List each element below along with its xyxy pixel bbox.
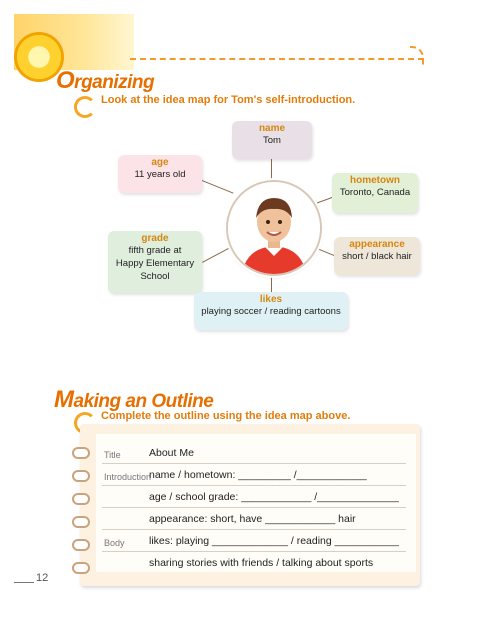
outline-line-likes: likes: playing _____________ / reading ___________	[149, 535, 399, 547]
map-connector	[271, 274, 272, 294]
outline-label-title: Title	[104, 450, 121, 460]
map-connector	[202, 180, 234, 194]
title-capital: M	[54, 386, 74, 413]
outline-rule	[102, 485, 406, 486]
outline-label-body: Body	[104, 538, 125, 548]
map-node-name	[232, 121, 312, 159]
outline-line-sharing: sharing stories with friends / talking about sports	[149, 557, 374, 569]
node-value-line: School	[140, 271, 170, 282]
node-label: appearance	[349, 239, 405, 250]
outline-rule	[102, 463, 406, 464]
map-connector	[271, 159, 272, 181]
map-node-age	[118, 155, 202, 193]
node-value: Tom	[263, 135, 281, 146]
map-node-hometown	[332, 173, 418, 213]
page-number-rule	[14, 582, 34, 583]
node-value-line: Happy Elementary	[115, 258, 195, 269]
map-connector	[202, 248, 229, 263]
node-label: name	[258, 123, 286, 134]
outline-line-appearance: appearance: short, have ____________ hair	[149, 513, 356, 525]
title-rest: aking an Outline	[73, 391, 214, 412]
outline-rule	[102, 551, 406, 552]
node-label: hometown	[350, 175, 400, 186]
dashed-divider-corner	[410, 46, 424, 66]
section-title-organizing	[56, 67, 154, 95]
binder-ring-icon	[72, 562, 90, 574]
node-value: playing soccer / reading cartoons	[201, 306, 341, 317]
node-value: short / black hair	[342, 251, 412, 262]
node-value-line: fifth grade at	[128, 245, 182, 256]
page-number: 12	[36, 572, 49, 584]
map-node-appearance	[334, 237, 420, 275]
outline-line-age-grade: age / school grade: ____________ /______________	[149, 491, 399, 503]
node-value: 11 years old	[134, 169, 186, 180]
binder-ring-icon	[72, 447, 90, 459]
swirl-icon	[74, 96, 96, 118]
binder-ring-icon	[72, 516, 90, 528]
binder-ring-icon	[72, 539, 90, 551]
binder-ring-icon	[72, 493, 90, 505]
node-label: age	[151, 157, 169, 168]
node-label: likes	[259, 294, 283, 305]
map-node-likes	[194, 292, 348, 330]
title-capital: O	[56, 67, 75, 94]
outline-rule	[102, 507, 406, 508]
dashed-divider	[130, 58, 424, 60]
instruction-outline: Complete the outline using the idea map above.	[101, 410, 351, 422]
outline-rule	[102, 529, 406, 530]
outline-title-value: About Me	[149, 447, 194, 459]
boy-photo	[226, 180, 322, 276]
outline-label-introduction: Introduction	[104, 472, 152, 482]
node-value: Toronto, Canada	[339, 187, 411, 198]
map-node-grade	[108, 231, 202, 293]
binder-ring-icon	[72, 470, 90, 482]
title-rest: rganizing	[74, 72, 155, 93]
outline-line-name-hometown: name / hometown: _________ /____________	[149, 469, 367, 481]
node-label: grade	[141, 233, 169, 244]
instruction-organizing: Look at the idea map for Tom's self-introduction.	[101, 94, 356, 106]
